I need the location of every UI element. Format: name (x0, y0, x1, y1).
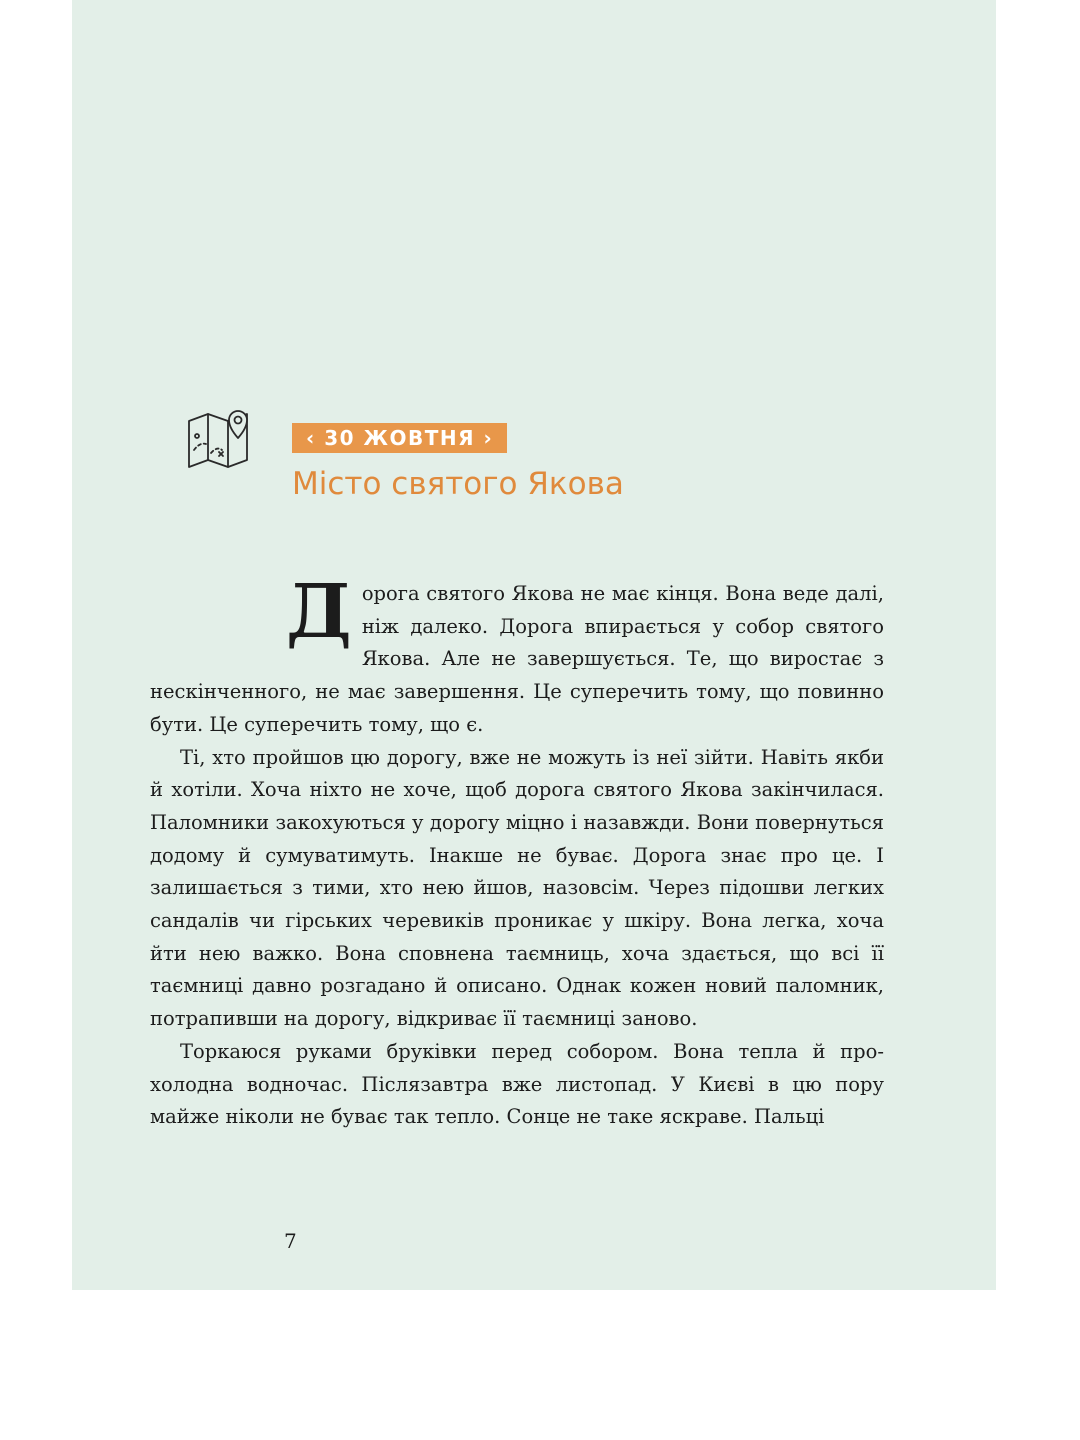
chapter-date-badge: ‹ 30 ЖОВТНЯ › (292, 423, 507, 453)
chapter-title: Місто святого Якова (292, 466, 624, 502)
page-content (72, 0, 996, 1290)
drop-cap: Д (286, 569, 352, 655)
paragraph-3: Торкаюся руками бруківки перед собором. Вона тепла й прохолодна водночас. Післязавтра вже листопад. У Києві в цю пору майже ніколи не буває так тепло. Сонце не таке яскраве. Пальці (150, 1039, 884, 1129)
paragraph-2: Ті, хто пройшов цю дорогу, вже не можуть із неї зійти. Навіть якби й хотіли. Хоча ніхто не хоче, щоб дорога святого Якова закінчилася. Паломники закохуються у дорогу міцно і назавжди. Вони повернуться додому й сумуватимуть. Інакше не буває. Дорога знає про це. І залишається з тими, хто нею йшов, назовсім. Через підошви легких сандалів чи гірських черевиків проникає у шкіру. Вона легка, хоча йти нею важко. Вона сповнена таємниць, хоча здається, що всі її таємниці давно розгадано й описано. Однак кожен новий паломник, потрапивши на дорогу, відкриває її таємниці заново. (150, 745, 884, 1031)
body-text (150, 569, 884, 1134)
map-pin-icon (186, 406, 256, 468)
page-number: 7 (284, 1229, 297, 1253)
paragraph-1 (150, 569, 884, 742)
book-page (72, 0, 996, 1290)
paragraph-1-text: орога святого Якова не має кінця. Вона веде далі, ніж далеко. Дорога впирається у собор святого Якова. Але не завершується. Те, що виростає з нескінченного, не має завершення. Це суперечить тому, що повинно бути. Це суперечить тому, що є. (150, 582, 884, 736)
